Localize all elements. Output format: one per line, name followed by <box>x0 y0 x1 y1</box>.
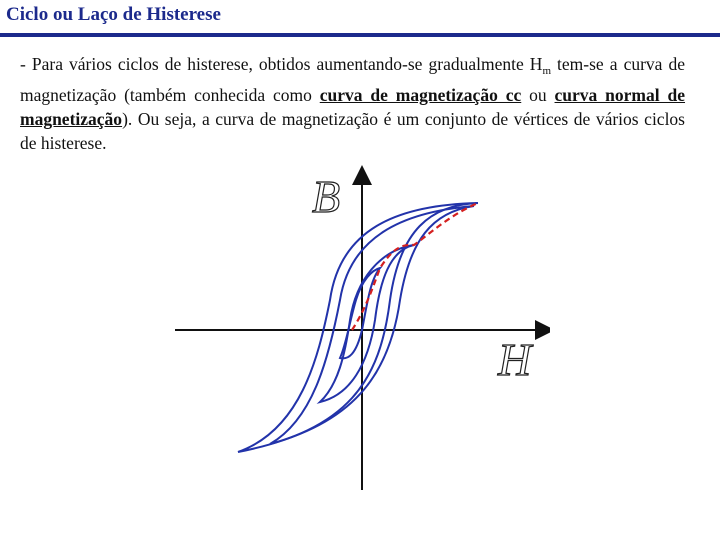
paragraph-text-3: ou <box>521 85 555 105</box>
magnetization-curve <box>352 203 478 330</box>
paragraph-text-4: ). Ou seja, a curva de magnetização é um conjunto de vértices de vários ciclos de histerese. <box>20 109 685 153</box>
hysteresis-figure <box>170 160 550 500</box>
b-axis-label: B <box>312 171 341 222</box>
h-axis-label: H <box>498 334 532 385</box>
paragraph-text-2: tem-se a curva de magnetização (também conhecida como <box>20 54 686 105</box>
paragraph-text-1: - Para vários ciclos de histerese, obtidos aumentando-se gradualmente H <box>20 54 543 74</box>
title-divider <box>0 33 720 37</box>
body-paragraph <box>20 52 685 155</box>
term-curva-normal-magnetizacao: curva normal de magnetização <box>20 85 686 129</box>
slide-title: Ciclo ou Laço de Histerese <box>6 4 221 25</box>
term-curva-magnetizacao-cc: curva de magnetização cc <box>319 85 522 105</box>
outer-hysteresis-loop <box>238 203 478 452</box>
subscript-m: m <box>542 65 551 77</box>
